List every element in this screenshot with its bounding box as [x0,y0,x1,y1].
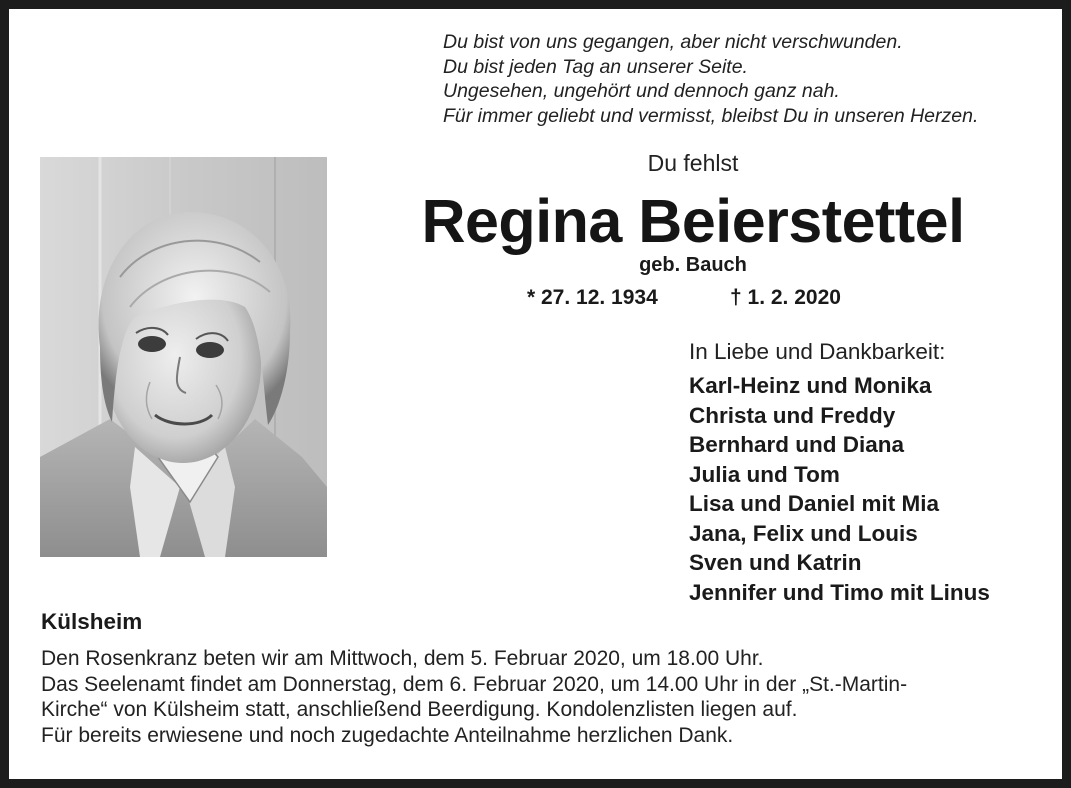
deceased-name: Regina Beierstettel [421,187,965,255]
mourners-heading: In Liebe und Dankbarkeit: [689,339,946,364]
mourner-name: Julia und Tom [689,461,840,487]
mourner-name: Jana, Felix und Louis [689,520,918,546]
intro-text: Du fehlst [647,150,739,176]
notice-line: Den Rosenkranz beten wir am Mittwoch, dem 5. Februar 2020, um 18.00 Uhr. [41,647,764,670]
poem-line: Du bist jeden Tag an unserer Seite. [443,55,748,78]
notice-line: Kirche“ von Külsheim statt, anschließend Beerdigung. Kondolenzlisten liegen auf. [41,698,798,721]
portrait-photo [40,157,327,557]
notice-line: Für bereits erwiesene und noch zugedachte Anteilnahme herzlichen Dank. [41,723,734,747]
maiden-name: geb. Bauch [639,254,747,276]
poem-line: Ungesehen, ungehört und dennoch ganz nah. [443,80,840,102]
mourners-list [689,371,990,607]
mourner-name: Bernhard und Diana [689,432,905,457]
birth-date: * 27. 12. 1934 [527,286,658,309]
mourner-name: Karl-Heinz und Monika [689,373,932,398]
death-date: † 1. 2. 2020 [730,286,841,309]
place-name: Külsheim [41,609,143,634]
service-notice [41,646,1041,748]
mourner-name: Christa und Freddy [689,402,896,428]
mourner-name: Sven und Katrin [689,550,862,575]
mourner-name: Lisa und Daniel mit Mia [689,491,940,516]
notice-line: Das Seelenamt findet am Donnerstag, dem 6. Februar 2020, um 14.00 Uhr in der „St.-Martin- [41,672,908,696]
poem-line: Du bist von uns gegangen, aber nicht verschwunden. [443,31,903,53]
mourner-name: Jennifer und Timo mit Linus [689,579,990,605]
poem [443,30,978,128]
poem-line: Für immer geliebt und vermisst, bleibst Du in unseren Herzen. [443,104,979,127]
